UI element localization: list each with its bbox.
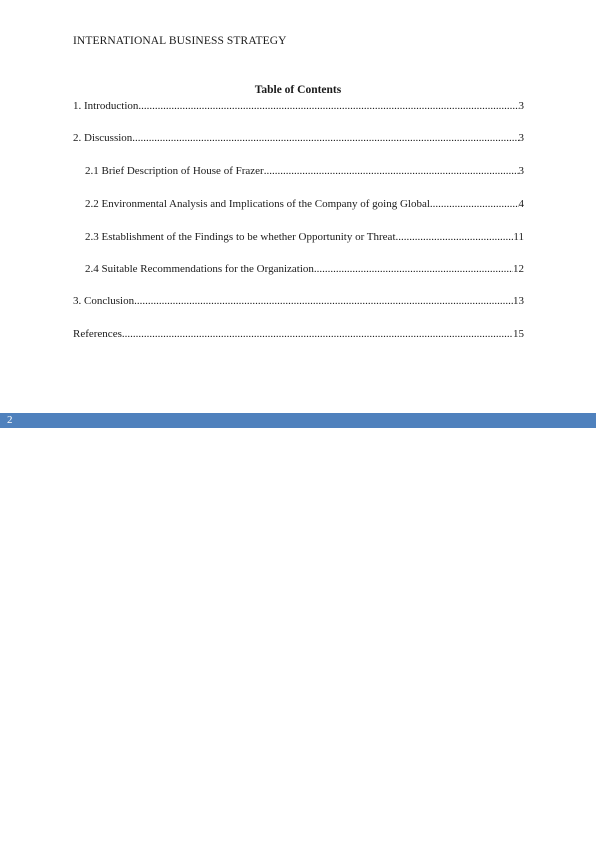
running-header-title: INTERNATIONAL BUSINESS STRATEGY: [73, 35, 287, 47]
toc-entry-label: 2. Discussion: [73, 132, 133, 144]
table-of-contents: [73, 0, 524, 400]
toc-entry-references[interactable]: [73, 327, 524, 341]
toc-entry-page: 11: [513, 231, 524, 243]
toc-entry-label: 2.3 Establishment of the Findings to be whether Opportunity or Threat: [85, 231, 396, 243]
toc-title: Table of Contents: [254, 84, 342, 96]
toc-entry-page: 3: [518, 132, 524, 144]
page-number: 2: [7, 414, 13, 426]
toc-entry-establishment-findings[interactable]: [85, 230, 524, 244]
toc-dot-leader: [138, 99, 518, 113]
toc-entry-page: 15: [513, 328, 524, 340]
toc-entry-conclusion[interactable]: [73, 294, 524, 308]
footer-band: [0, 413, 596, 428]
toc-entry-page: 12: [513, 263, 524, 275]
toc-dot-leader: [122, 327, 513, 341]
toc-entry-page: 3: [518, 100, 524, 112]
toc-dot-leader: [430, 197, 519, 211]
toc-entry-label: 2.2 Environmental Analysis and Implications of the Company of going Global: [85, 198, 430, 210]
toc-entry-environmental-analysis[interactable]: [85, 197, 524, 211]
toc-entry-introduction[interactable]: [73, 99, 524, 113]
toc-dot-leader: [396, 230, 514, 244]
toc-entry-page: 4: [518, 198, 524, 210]
toc-entry-recommendations[interactable]: [85, 262, 524, 276]
toc-entry-label: 1. Introduction: [73, 100, 139, 112]
toc-dot-leader: [314, 262, 513, 276]
toc-entry-label: References: [73, 328, 122, 340]
toc-entry-label: 3. Conclusion: [73, 295, 135, 307]
toc-entry-label: 2.1 Brief Description of House of Frazer: [85, 165, 264, 177]
toc-entry-page: 3: [518, 165, 524, 177]
toc-entry-discussion[interactable]: [73, 131, 524, 145]
toc-dot-leader: [264, 164, 519, 178]
toc-dot-leader: [132, 131, 518, 145]
toc-dot-leader: [134, 294, 513, 308]
toc-entry-brief-description[interactable]: [85, 164, 524, 178]
toc-entry-page: 13: [513, 295, 524, 307]
toc-entry-label: 2.4 Suitable Recommendations for the Organization: [85, 263, 314, 275]
